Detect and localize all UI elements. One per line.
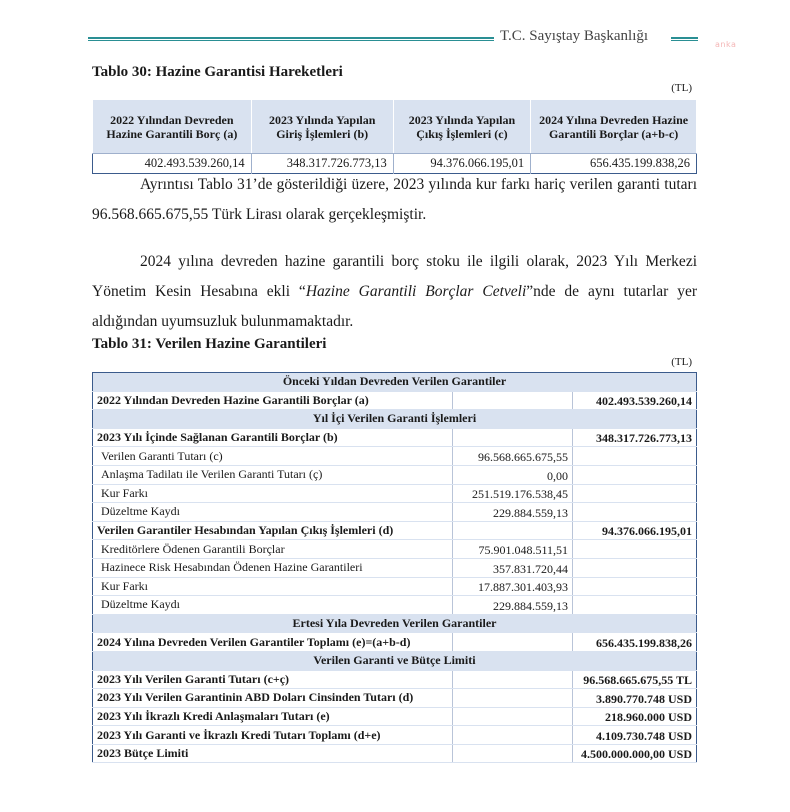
table31-row-label: 2022 Yılından Devreden Hazine Garantili Borçlar (a): [93, 391, 453, 410]
table31-sub-amount: 0,00: [453, 465, 573, 484]
table30-header-row: [93, 100, 697, 154]
table31-title: Tablo 31: Verilen Hazine Garantileri: [92, 336, 327, 352]
table31-row-label: Kreditörlere Ödenen Garantili Borçlar: [93, 540, 453, 559]
table31-row-label: 2024 Yılına Devreden Verilen Garantiler Toplamı (e)=(a+b-d): [93, 633, 453, 652]
page-header: [88, 28, 698, 48]
table31-total-amount: [573, 447, 697, 466]
header-rule-right: [671, 37, 698, 41]
table30-col-header: 2023 Yılında Yapılan Giriş İşlemleri (b): [251, 100, 393, 154]
table31-row: [93, 707, 697, 726]
table31-row: [93, 558, 697, 577]
table31-sub-amount: [453, 744, 573, 763]
table30-cell: 656.435.199.838,26: [590, 156, 690, 170]
table31-total-amount: [573, 484, 697, 503]
paragraph-1-text: Ayrıntısı Tablo 31’de gösterildiği üzere, 2023 yılında kur farkı hariç verilen garanti tutarı 96.568.665.675,55 Türk Lirası olarak gerçekleşmiştir.: [92, 176, 697, 223]
table30: [92, 99, 697, 174]
table31-sub-amount: [453, 391, 573, 410]
paragraph-2-italic: Hazine Garantili Borçlar Cetveli: [305, 283, 527, 300]
table31-section-row: [93, 614, 697, 633]
table31-row: [93, 391, 697, 410]
table31-section-label: Ertesi Yıla Devreden Verilen Garantiler: [93, 614, 697, 633]
table31-row-label: Verilen Garantiler Hesabından Yapılan Çıkış İşlemleri (d): [93, 521, 453, 540]
table31-sub-amount: 17.887.301.403,93: [453, 577, 573, 596]
table31-row: [93, 447, 697, 466]
table30-unit: (TL): [671, 82, 692, 94]
table31: [92, 372, 697, 763]
table31-total-amount: 3.890.770.748 USD: [573, 689, 697, 708]
table31-row-label: 2023 Yılı Garanti ve İkrazlı Kredi Tutarı Toplamı (d+e): [93, 726, 453, 745]
table31-total-amount: 656.435.199.838,26: [573, 633, 697, 652]
table31-row-label: 2023 Yılı Verilen Garanti Tutarı (c+ç): [93, 670, 453, 689]
table31-row-label: 2023 Yılı İkrazlı Kredi Anlaşmaları Tutarı (e): [93, 707, 453, 726]
table31-row-label: 2023 Yılı İçinde Sağlanan Garantili Borçlar (b): [93, 428, 453, 447]
table31-row: [93, 670, 697, 689]
table31-sub-amount: [453, 707, 573, 726]
table31-sub-amount: [453, 670, 573, 689]
table31-total-amount: 4.500.000.000,00 USD: [573, 744, 697, 763]
table30-col-header: 2024 Yılına Devreden Hazine Garantili Borçlar (a+b-c): [531, 100, 697, 154]
table31-total-amount: [573, 503, 697, 522]
table30-cell: 402.493.539.260,14: [93, 154, 252, 174]
paragraph-1: [92, 170, 697, 230]
table31-row: [93, 503, 697, 522]
table31-sub-amount: [453, 428, 573, 447]
table31-sub-amount: 251.519.176.538,45: [453, 484, 573, 503]
table31-row: [93, 465, 697, 484]
table31-total-amount: [573, 558, 697, 577]
table31-row: [93, 428, 697, 447]
table31-row: [93, 577, 697, 596]
table31-total-amount: 402.493.539.260,14: [573, 391, 697, 410]
table31-row: [93, 689, 697, 708]
table31-sub-amount: [453, 726, 573, 745]
table31-section-label: Yıl İçi Verilen Garanti İşlemleri: [93, 410, 697, 429]
table31-section-row: [93, 373, 697, 392]
table31-row: [93, 726, 697, 745]
table31-sub-amount: 96.568.665.675,55: [453, 447, 573, 466]
table31-total-amount: [573, 540, 697, 559]
table31-total-amount: 348.317.726.773,13: [573, 428, 697, 447]
table31-row-label: Kur Farkı: [93, 577, 453, 596]
table31-unit: (TL): [671, 356, 692, 368]
table31-row: [93, 633, 697, 652]
table31-total-amount: 4.109.730.748 USD: [573, 726, 697, 745]
table31-total-amount: 218.960.000 USD: [573, 707, 697, 726]
table31-total-amount: 96.568.665.675,55 TL: [573, 670, 697, 689]
table31-row: [93, 484, 697, 503]
table31-row: [93, 596, 697, 615]
table31-total-amount: 94.376.066.195,01: [573, 521, 697, 540]
table31-row-label: Verilen Garanti Tutarı (c): [93, 447, 453, 466]
table31-total-amount: [573, 577, 697, 596]
table30-cell: 348.317.726.773,13: [251, 154, 393, 174]
header-title: T.C. Sayıştay Başkanlığı: [500, 28, 649, 44]
paragraph-2-text-a: 2024 yılına devreden hazine garantili borç stoku ile ilgili olarak, 2023 Yılı Merkezi Yönetim Kesin Hesabına ekli “: [92, 253, 697, 300]
watermark-logo: anka: [715, 40, 737, 49]
table31-section-label: Önceki Yıldan Devreden Verilen Garantiler: [93, 373, 697, 392]
table31-row-label: Düzeltme Kaydı: [93, 596, 453, 615]
header-rule-left: [88, 37, 494, 41]
table30-cell: 94.376.066.195,01: [393, 154, 530, 174]
table31-row-label: Düzeltme Kaydı: [93, 503, 453, 522]
table31-row-label: 2023 Yılı Verilen Garantinin ABD Doları Cinsinden Tutarı (d): [93, 689, 453, 708]
table31-section-label: Verilen Garanti ve Bütçe Limiti: [93, 651, 697, 670]
table31-sub-amount: 75.901.048.511,51: [453, 540, 573, 559]
table31-section-row: [93, 651, 697, 670]
table31-row-label: Hazinece Risk Hesabından Ödenen Hazine Garantileri: [93, 558, 453, 577]
table31-row-label: Anlaşma Tadilatı ile Verilen Garanti Tutarı (ç): [93, 465, 453, 484]
table31-section-row: [93, 410, 697, 429]
table30-col-header: 2023 Yılında Yapılan Çıkış İşlemleri (c): [393, 100, 530, 154]
table31-sub-amount: 229.884.559,13: [453, 503, 573, 522]
paragraph-2-text-b: ”nde de aynı tutarlar yer aldığından uyumsuzluk bulunmamaktadır.: [92, 283, 697, 330]
table31-sub-amount: 357.831.720,44: [453, 558, 573, 577]
table31-total-amount: [573, 596, 697, 615]
table31-row: [93, 744, 697, 763]
table30-col-header: 2022 Yılından Devreden Hazine Garantili Borç (a): [93, 100, 252, 154]
table31-row-label: Kur Farkı: [93, 484, 453, 503]
table31-sub-amount: 229.884.559,13: [453, 596, 573, 615]
paragraph-2: [92, 247, 697, 337]
table31-sub-amount: [453, 689, 573, 708]
table30-title: Tablo 30: Hazine Garantisi Hareketleri: [92, 64, 343, 80]
table31-row: [93, 540, 697, 559]
table31-sub-amount: [453, 633, 573, 652]
table31-total-amount: [573, 465, 697, 484]
table31-row: [93, 521, 697, 540]
table31-sub-amount: [453, 521, 573, 540]
table31-row-label: 2023 Bütçe Limiti: [93, 744, 453, 763]
